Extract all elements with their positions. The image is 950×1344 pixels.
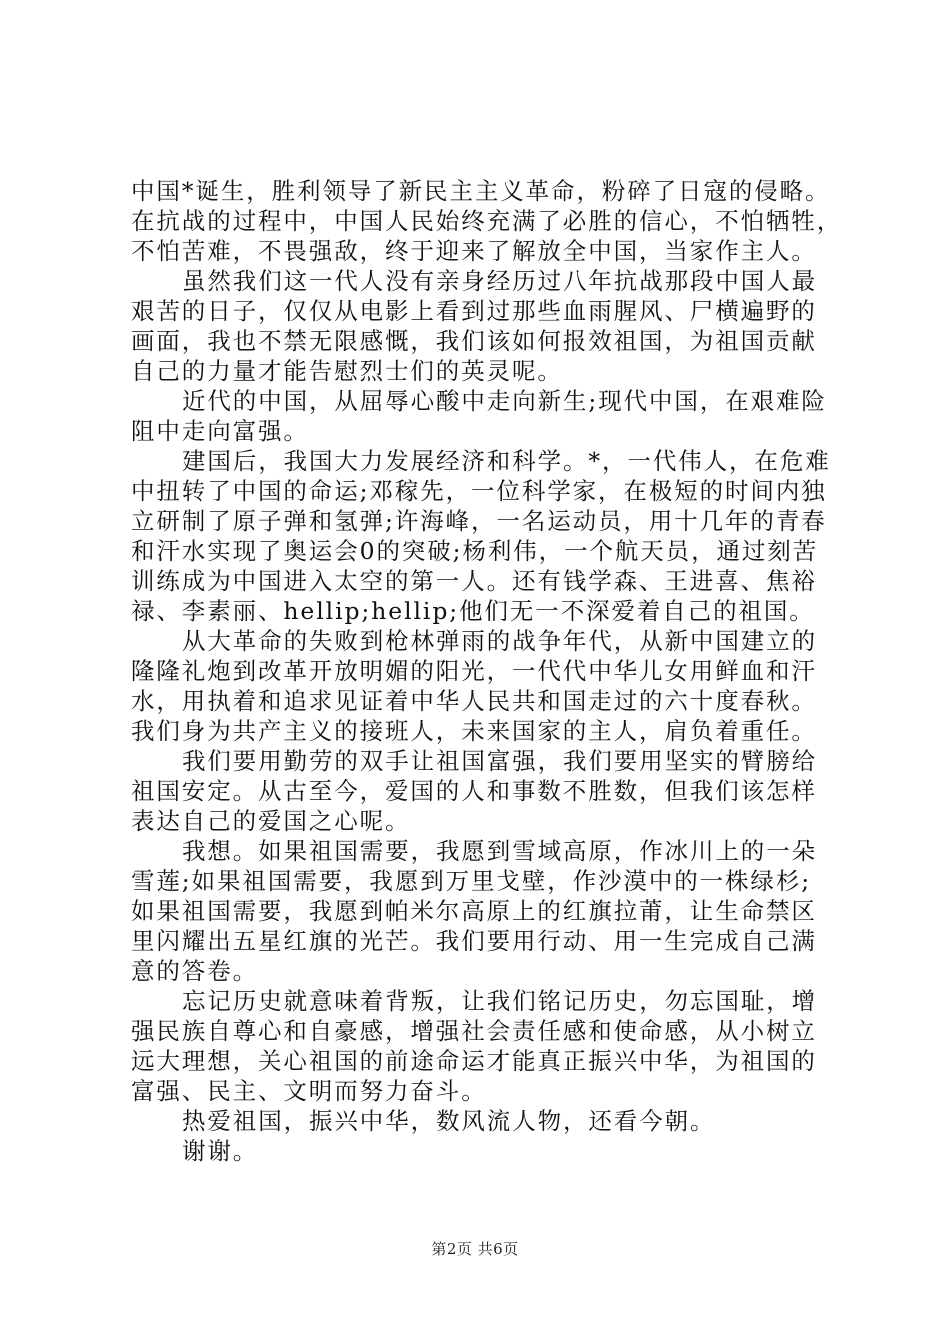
text-line: 不怕苦难，不畏强敌，终于迎来了解放全中国，当家作主人。: [131, 237, 817, 265]
text-line: 阻中走向富强。: [131, 417, 309, 445]
text-line: 忘记历史就意味着背叛，让我们铭记历史，勿忘国耻，增: [182, 987, 817, 1015]
text-line: 和汗水实现了奥运会0的突破;杨利伟，一个航天员，通过刻苦: [131, 537, 819, 565]
text-line: 训练成为中国进入太空的第一人。还有钱学森、王进喜、焦裕: [131, 567, 817, 595]
text-line: 近代的中国，从屈辱心酸中走向新生;现代中国，在艰难险: [182, 387, 827, 415]
text-line: 从大革命的失败到枪林弹雨的战争年代，从新中国建立的: [182, 627, 817, 655]
page-number-footer: 第2页 共6页: [431, 1240, 519, 1258]
text-line: 建国后，我国大力发展经济和科学。*，一代伟人，在危难: [182, 447, 831, 475]
document-body: [131, 176, 843, 1166]
text-line: 表达自己的爱国之心呢。: [131, 807, 411, 835]
text-line: 自己的力量才能告慰烈士们的英灵呢。: [131, 357, 563, 385]
text-line: 虽然我们这一代人没有亲身经历过八年抗战那段中国人最: [182, 267, 817, 295]
text-line: 祖国安定。从古至今，爱国的人和事数不胜数，但我们该怎样: [131, 777, 817, 805]
text-line: 里闪耀出五星红旗的光芒。我们要用行动、用一生完成自己满: [131, 927, 817, 955]
text-line: 热爱祖国，振兴中华，数风流人物，还看今朝。: [182, 1107, 716, 1135]
text-line: 我们身为共产主义的接班人，未来国家的主人，肩负着重任。: [131, 717, 817, 745]
text-line: 强民族自尊心和自豪感，增强社会责任感和使命感，从小树立: [131, 1017, 817, 1045]
text-line: 立研制了原子弹和氢弹;许海峰，一名运动员，用十几年的青春: [131, 507, 827, 535]
text-line: 水，用执着和追求见证着中华人民共和国走过的六十度春秋。: [131, 687, 817, 715]
text-line: 在抗战的过程中，中国人民始终充满了必胜的信心，不怕牺牲，: [131, 207, 843, 235]
text-line: 远大理想，关心祖国的前途命运才能真正振兴中华，为祖国的: [131, 1047, 817, 1075]
text-line: 中国*诞生，胜利领导了新民主主义革命，粉碎了日寇的侵略。: [131, 177, 831, 205]
text-line: 隆隆礼炮到改革开放明媚的阳光，一代代中华儿女用鲜血和汗: [131, 657, 817, 685]
text-line: 我想。如果祖国需要，我愿到雪域高原，作冰川上的一朵: [182, 837, 817, 865]
text-line: 艰苦的日子，仅仅从电影上看到过那些血雨腥风、尸横遍野的: [131, 297, 817, 325]
text-line: 禄、李素丽、hellip;hellip;他们无一不深爱着自己的祖国。: [131, 597, 815, 625]
text-line: 我们要用勤劳的双手让祖国富强，我们要用坚实的臂膀给: [182, 747, 817, 775]
text-line: 中扭转了中国的命运;邓稼先，一位科学家，在极短的时间内独: [131, 477, 827, 505]
text-line: 画面，我也不禁无限感慨，我们该如何报效祖国，为祖国贡献: [131, 327, 817, 355]
text-line: 如果祖国需要，我愿到帕米尔高原上的红旗拉莆，让生命禁区: [131, 897, 817, 925]
text-line: 意的答卷。: [131, 957, 258, 985]
text-line: 富强、民主、文明而努力奋斗。: [131, 1077, 487, 1105]
text-line: 雪莲;如果祖国需要，我愿到万里戈壁，作沙漠中的一株绿杉;: [131, 867, 812, 895]
text-line: 谢谢。: [182, 1137, 259, 1165]
